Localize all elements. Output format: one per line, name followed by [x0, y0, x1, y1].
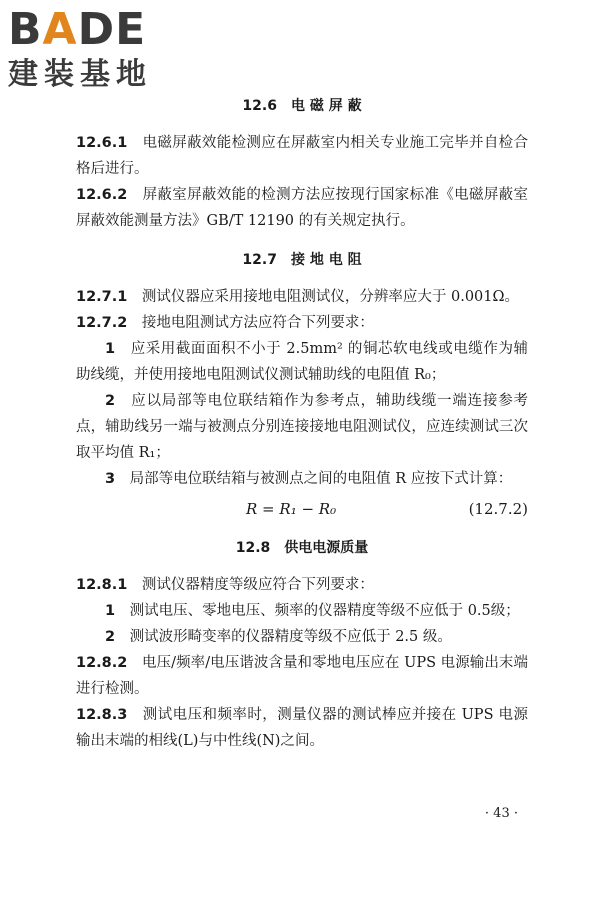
document-page: [76, 92, 528, 754]
item-text: 应以局部等电位联结箱作为参考点，辅助线缆一端连接参考点，辅助线另一端与被测点分别连接接地电阻测试仪，应连续测试三次取平均值 R₁；: [76, 393, 529, 461]
list-item-12-7-2-2: [76, 388, 528, 466]
clause-number: 12.8.1: [76, 577, 128, 593]
item-number: 3: [105, 471, 116, 487]
list-item-12-7-2-1: [76, 336, 528, 388]
item-text: 应采用截面面积不小于 2.5mm² 的铜芯软电线或电缆作为辅助线缆，并使用接地电阻测试仪测试辅助线的电阻值 R₀；: [76, 341, 528, 383]
clause-12-6-1: [76, 130, 528, 182]
clause-12-6-2: [76, 182, 528, 234]
clause-12-8-1: [76, 572, 528, 598]
clause-text: 测试仪器精度等级应符合下列要求：: [141, 577, 374, 593]
item-number: 1: [105, 341, 116, 357]
logo-chinese-name: 建装基地: [8, 57, 152, 92]
formula-12-7-2: [76, 494, 528, 524]
clause-number: 12.7.1: [76, 289, 128, 305]
clause-12-7-1: [76, 284, 528, 310]
section-heading-12-7: 12.7 接 地 电 阻: [242, 252, 362, 268]
list-item-12-8-1-1: [76, 598, 528, 624]
formula-number: (12.7.2): [468, 500, 528, 518]
clause-text: 测试电压和频率时，测量仪器的测试棒应并接在 UPS 电源输出末端的相线(L)与中性线(N)之间。: [76, 707, 528, 749]
logo-accent-letter: A: [42, 4, 78, 55]
clause-number: 12.8.3: [76, 707, 128, 723]
item-number: 2: [105, 393, 116, 409]
item-text: 局部等电位联结箱与被测点之间的电阻值 R 应按下式计算：: [129, 471, 513, 487]
site-logo: [8, 6, 178, 92]
item-text: 测试波形畸变率的仪器精度等级不应低于 2.5 级。: [129, 629, 452, 645]
clause-number: 12.7.2: [76, 315, 128, 331]
formula-expression: R = R₁ − R₀: [246, 500, 337, 518]
clause-text: 测试仪器应采用接地电阻测试仪，分辨率应大于 0.001Ω。: [141, 289, 520, 305]
logo-wordmark: BADE: [8, 4, 147, 55]
list-item-12-8-1-2: [76, 624, 528, 650]
list-item-12-7-2-3: [76, 466, 528, 492]
clause-text: 电压/频率/电压谐波含量和零地电压应在 UPS 电源输出末端进行检测。: [76, 655, 528, 697]
clause-number: 12.6.1: [76, 135, 128, 151]
item-number: 2: [105, 629, 116, 645]
section-heading-12-8: 12.8 供电电源质量: [235, 540, 369, 556]
clause-12-8-2: [76, 650, 528, 702]
clause-text: 电磁屏蔽效能检测应在屏蔽室内相关专业施工完毕并自检合格后进行。: [76, 135, 529, 177]
clause-text: 接地电阻测试方法应符合下列要求：: [141, 315, 374, 331]
clause-number: 12.6.2: [76, 187, 128, 203]
clause-12-8-3: [76, 702, 528, 754]
clause-number: 12.8.2: [76, 655, 128, 671]
clause-text: 屏蔽室屏蔽效能的检测方法应按现行国家标准《电磁屏蔽室屏蔽效能测量方法》GB/T 12190 的有关规定执行。: [76, 187, 529, 229]
clause-12-7-2: [76, 310, 528, 336]
page-number: · 43 ·: [484, 806, 518, 821]
item-number: 1: [105, 603, 116, 619]
item-text: 测试电压、零地电压、频率的仪器精度等级不应低于 0.5级；: [129, 603, 520, 619]
section-heading-12-6: 12.6 电 磁 屏 蔽: [242, 98, 362, 114]
